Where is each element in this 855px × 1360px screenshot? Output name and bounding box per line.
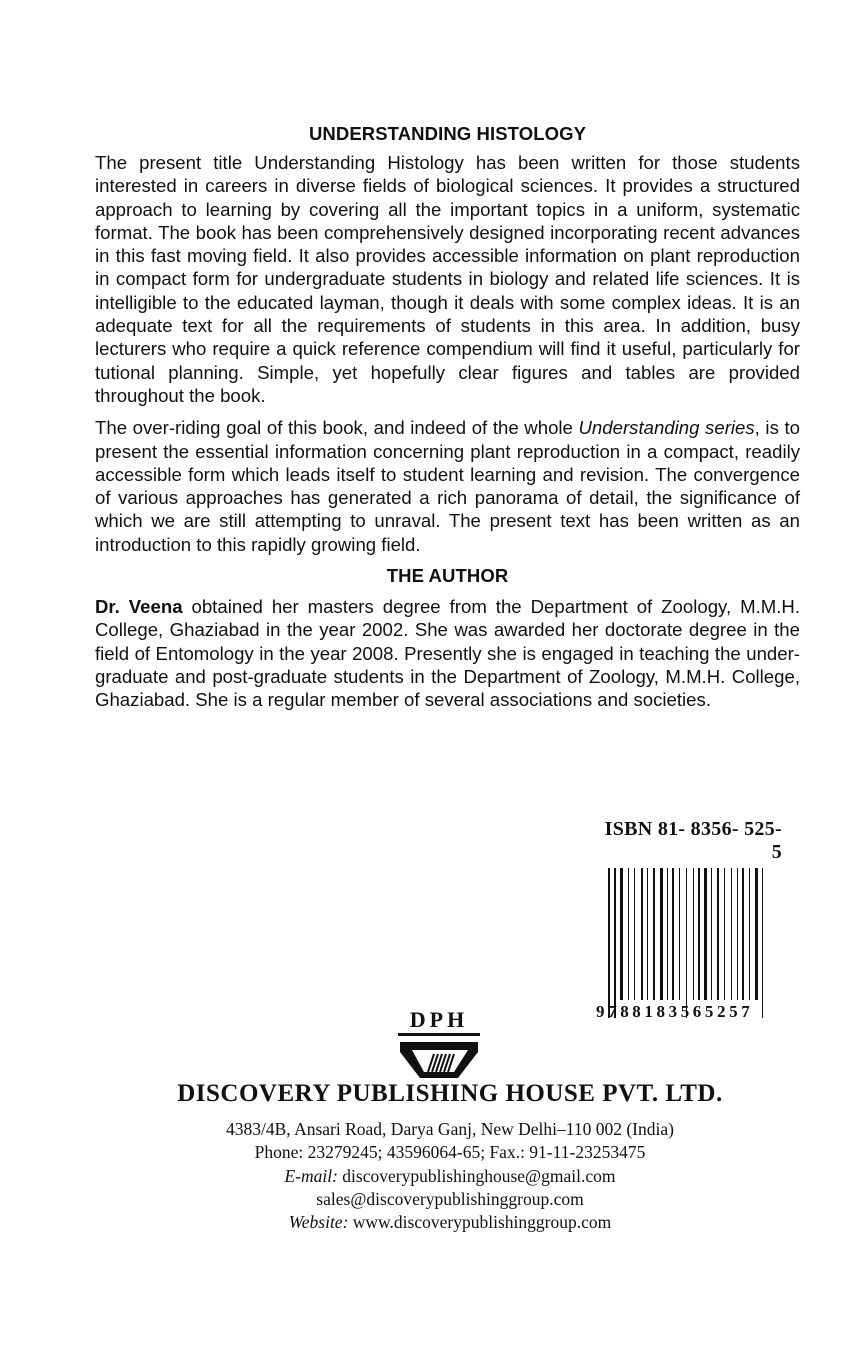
barcode-digits: 9788183565257 bbox=[596, 1002, 754, 1021]
publisher-contact bbox=[0, 1118, 855, 1234]
paragraph-2-end: , is to present the essential information concerning plant reproduction in a compact, readily accessible form which leads itself to student learning and revision. The convergence of various approaches has generated a rich panorama of detail, the significance of which we are still attempting to unraval. The present text has been written as an introduction to this rapidly growing field. bbox=[95, 417, 800, 555]
barcode-bar bbox=[628, 868, 629, 1000]
barcode-bar bbox=[724, 868, 725, 1000]
barcode-bar bbox=[679, 868, 680, 1000]
isbn-block bbox=[592, 818, 790, 1028]
barcode-bar bbox=[693, 868, 694, 1000]
description-paragraph-2 bbox=[95, 416, 800, 556]
logo-text: DPH bbox=[398, 1008, 480, 1036]
email-label: E-mail: bbox=[284, 1165, 338, 1186]
paragraph-2-start: The over-riding goal of this book, and indeed of the whole bbox=[95, 417, 579, 439]
description-paragraph-1: The present title Understanding Histology has been written for those students interested in careers in diverse fields of biological sciences. It provides a structured approach to learning by covering all the important topics in a uniform, systematic format. The book has been comprehensively designed incorporating recent advances in this fast moving field. It also provides accessible information on plant reproduction in compact form for undergraduate students in biology and related life sciences. It is intelligible to the educated layman, though it deals with some complex ideas. It is an adequate text for all the requirements of students in this area. In addition, busy lecturers who require a quick reference compendium will find it useful, particularly for tutional planning. Simple, yet hopefully clear figures and tables are provided throughout the book. bbox=[95, 152, 800, 406]
barcode-bar bbox=[620, 868, 623, 1000]
publisher-address: 4383/4B, Ansari Road, Darya Ganj, New Delhi–110 002 (India) bbox=[226, 1119, 674, 1139]
barcode-bar bbox=[672, 868, 674, 1000]
series-name: Understanding series bbox=[578, 417, 755, 439]
publisher-logo bbox=[398, 1008, 480, 1080]
barcode-bar bbox=[698, 868, 700, 1000]
barcode-bar bbox=[660, 868, 663, 1000]
book-emblem-icon bbox=[398, 1040, 480, 1080]
publisher-email-line bbox=[0, 1165, 855, 1188]
barcode-bar bbox=[717, 868, 719, 1000]
barcode-bar bbox=[641, 868, 643, 1000]
barcode-bar bbox=[614, 868, 616, 1018]
barcode-bar bbox=[686, 868, 687, 1018]
barcode-bar bbox=[608, 868, 610, 1018]
barcode-bar bbox=[634, 868, 635, 1000]
back-cover-text bbox=[95, 123, 800, 721]
barcode-bar bbox=[647, 868, 648, 1000]
barcode-bar bbox=[667, 868, 668, 1000]
publisher-name: DISCOVERY PUBLISHING HOUSE PVT. LTD. bbox=[177, 1080, 723, 1107]
publisher-website-line bbox=[0, 1211, 855, 1234]
website-label: Website: bbox=[288, 1212, 349, 1233]
author-bio: obtained her masters degree from the Department of Zoology, M.M.H. College, Ghaziabad in the year 2002. She was awarded her doctorate degree in the field of Entomology in the year 2008. Presently she is engaged in teaching the under-graduate and post-graduate students in the Department of Zoology, M.M.H. College, Ghaziabad. She is a regular member of several associations and societies. bbox=[95, 596, 800, 711]
barcode-bar bbox=[755, 868, 758, 1000]
barcode-bars bbox=[608, 868, 788, 1018]
barcode-bar bbox=[653, 868, 655, 1000]
author-name: Dr. Veena bbox=[95, 596, 183, 618]
barcode-bar bbox=[731, 868, 732, 1000]
barcode-bar bbox=[762, 868, 763, 1018]
email-value: discoverypublishinghouse@gmail.com bbox=[337, 1165, 616, 1186]
barcode-bar bbox=[737, 868, 738, 1000]
book-title-heading: UNDERSTANDING HISTOLOGY bbox=[308, 123, 587, 144]
barcode bbox=[596, 868, 786, 1028]
isbn-label: ISBN 81- 8356- 525- 5 bbox=[604, 818, 782, 863]
publisher-email2: sales@discoverypublishinggroup.com bbox=[316, 1188, 584, 1209]
barcode-bar bbox=[749, 868, 750, 1000]
website-value: www.discoverypublishinggroup.com bbox=[348, 1212, 612, 1233]
author-heading: THE AUTHOR bbox=[386, 565, 509, 587]
publisher-phone: Phone: 23279245; 43596064-65; Fax.: 91-11-23253475 bbox=[254, 1142, 646, 1163]
barcode-bar bbox=[711, 868, 712, 1000]
barcode-bar bbox=[742, 868, 744, 1000]
author-bio-paragraph bbox=[95, 595, 800, 711]
barcode-bar bbox=[704, 868, 707, 1000]
